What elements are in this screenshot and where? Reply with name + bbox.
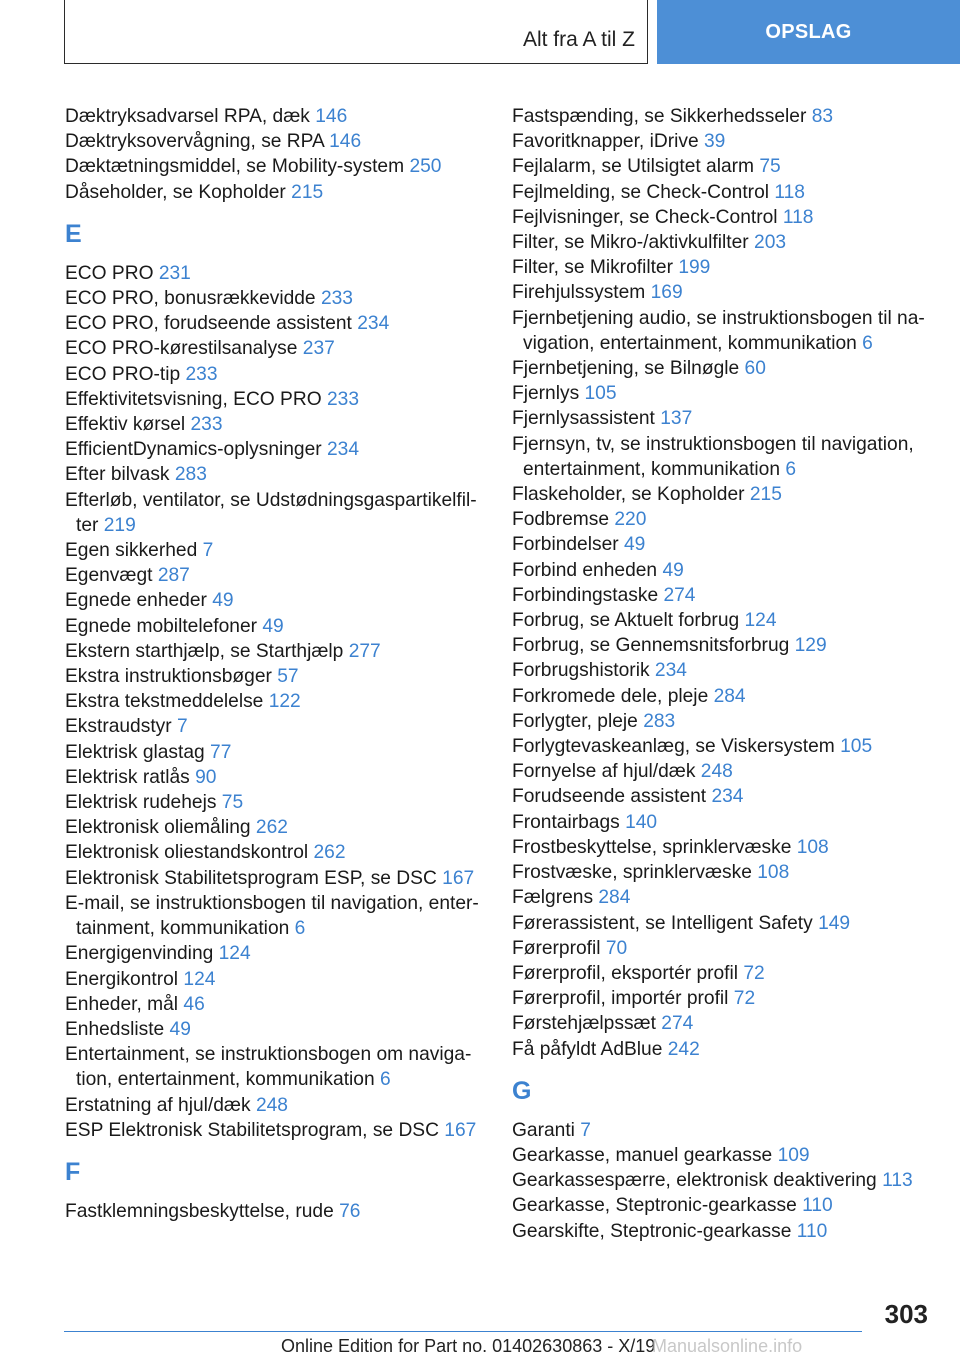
page-link[interactable]: 49 [262, 615, 284, 637]
entry-text: Effektiv kørsel [65, 414, 186, 436]
page-link[interactable]: 49 [212, 590, 234, 612]
entry-text: Dæktætningsmiddel, se Mobility-system [65, 156, 405, 178]
entry-text: Filter, se Mikro-/aktivkulfilter [512, 232, 749, 254]
entry-text: Førerprofil, importér profil [512, 988, 729, 1010]
entry-text: entertainment, kommunikation [523, 458, 781, 480]
index-entry [512, 658, 932, 683]
page-link[interactable]: 7 [176, 716, 188, 738]
page-link[interactable]: 237 [302, 338, 335, 360]
index-entry [512, 381, 932, 406]
page-link[interactable]: 110 [796, 1220, 828, 1242]
entry-text: Elektronisk oliestandskontrol [65, 842, 309, 864]
page-link[interactable]: 72 [743, 962, 765, 984]
index-entry [512, 180, 932, 205]
page-link[interactable]: 284 [598, 887, 631, 909]
index-entry [512, 255, 932, 280]
entry-text: Fjernbetjening audio, se instruktionsbogen til na‐ [512, 307, 925, 329]
entry-text: Firehjulssystem [512, 282, 646, 304]
entry-text: Efter bilvask [65, 464, 170, 486]
page-link[interactable]: 49 [662, 559, 684, 581]
page-link[interactable]: 90 [195, 766, 217, 788]
page-link[interactable]: 283 [643, 710, 676, 732]
index-entry [65, 588, 479, 613]
entry-text: Forlygter, pleje [512, 710, 638, 732]
header-title-box [64, 0, 648, 64]
page-link[interactable]: 70 [605, 937, 628, 959]
page-link[interactable]: 6 [785, 458, 797, 480]
entry-text: Fælgrens [512, 887, 594, 909]
index-entry [512, 784, 932, 809]
entry-text: Garanti [512, 1119, 575, 1141]
entry-text: Favoritknapper, iDrive [512, 131, 699, 153]
index-entry [512, 432, 932, 482]
index-entry [512, 129, 932, 154]
page-link[interactable]: 215 [749, 484, 782, 506]
footer-watermark: Manualsonline.info [652, 1336, 803, 1356]
index-column-left [65, 104, 479, 1224]
index-entry [512, 684, 932, 709]
entry-text: Gearskifte, Steptronic-gearkasse [512, 1220, 792, 1242]
page-link[interactable]: 77 [210, 741, 232, 763]
page-link[interactable]: 124 [183, 968, 216, 990]
index-entry [512, 810, 932, 835]
page-link[interactable]: 250 [409, 156, 442, 178]
index-entry [512, 230, 932, 255]
index-entry [512, 306, 932, 356]
index-entry [512, 1037, 932, 1062]
entry-text: Fejlvisninger, se Check-Control [512, 206, 778, 228]
index-entry [512, 104, 932, 129]
page-link[interactable]: 220 [614, 509, 647, 531]
index-entry [65, 866, 479, 891]
index-entry [65, 790, 479, 815]
page-link[interactable]: 233 [185, 363, 218, 385]
entry-text: Førerassistent, se Intelligent Safety [512, 912, 813, 934]
index-entry [512, 1219, 932, 1244]
page-link[interactable]: 72 [733, 988, 756, 1010]
entry-text: Efterløb, ventilator, se Udstødningsgaspartikelfil‐ [65, 489, 477, 511]
entry-text: Elektronisk Stabilitetsprogram ESP, se DSC [65, 867, 437, 889]
entry-text: ECO PRO-tip [65, 363, 181, 385]
entry-text: Forbindingstaske [512, 584, 659, 606]
section-letter: E [65, 219, 82, 248]
entry-text: Forkromede dele, pleje [512, 685, 709, 707]
page-link[interactable]: 287 [157, 565, 190, 587]
page-link[interactable]: 248 [255, 1094, 288, 1116]
entry-text: Ekstern starthjælp, se Starthjælp [65, 640, 344, 662]
entry-text: Filter, se Mikrofilter [512, 257, 673, 279]
entry-text: Erstatning af hjul/dæk [65, 1094, 251, 1116]
page-link[interactable]: 124 [744, 610, 777, 632]
header-tab-opslag[interactable]: OPSLAG [657, 0, 960, 64]
footer-edition: Online Edition for Part no. 01402630863 - X/19 [281, 1336, 656, 1356]
entry-text: Forbrug, se Gennemsnitsforbrug [512, 635, 790, 657]
page-link[interactable]: 219 [103, 514, 136, 536]
footer-divider [64, 1331, 862, 1332]
page-link[interactable]: 108 [757, 862, 790, 884]
page-link[interactable]: 6 [379, 1069, 391, 1091]
page-link[interactable]: 215 [291, 181, 324, 203]
page-link[interactable]: 233 [320, 288, 353, 310]
entry-text: Fastklemningsbeskyttelse, rude [65, 1200, 334, 1222]
entry-text: tainment, kommunikation [76, 918, 290, 940]
index-entry [512, 558, 932, 583]
entry-text: Få påfyldt AdBlue [512, 1038, 663, 1060]
page-link[interactable]: 109 [777, 1144, 810, 1166]
index-entry [65, 538, 479, 563]
entry-text: Energikontrol [65, 968, 179, 990]
page-link[interactable]: 234 [654, 660, 687, 682]
page-link[interactable]: 167 [444, 1119, 477, 1141]
index-entry [512, 734, 932, 759]
index-entry [65, 261, 479, 286]
page-link[interactable]: 118 [774, 181, 805, 203]
entry-text: Egnede mobiltelefoner [65, 615, 258, 637]
entry-text: Egnede enheder [65, 590, 207, 612]
index-entry [512, 1011, 932, 1036]
index-entry [512, 608, 932, 633]
entry-text: Dæktryksadvarsel RPA, dæk [65, 106, 310, 127]
page-link[interactable]: 122 [268, 691, 301, 713]
index-entry [512, 583, 932, 608]
entry-text: Fornyelse af hjul/dæk [512, 761, 696, 783]
index-entry [65, 462, 479, 487]
index-entry [65, 740, 479, 765]
page-link[interactable]: 7 [202, 540, 214, 562]
index-entry [65, 689, 479, 714]
page-link[interactable]: 49 [169, 1018, 191, 1040]
entry-text: Entertainment, se instruktionsbogen om naviga‐ [65, 1044, 472, 1066]
page-link[interactable]: 167 [442, 867, 475, 889]
page-number: 303 [884, 1299, 928, 1329]
page-link[interactable]: 105 [840, 736, 873, 758]
page-link[interactable]: 149 [818, 912, 851, 934]
index-entry [512, 936, 932, 961]
index-entry [512, 835, 932, 860]
page-link[interactable]: 75 [221, 792, 244, 814]
page-link[interactable]: 242 [667, 1038, 700, 1060]
page-link[interactable]: 57 [277, 666, 299, 688]
index-entry [512, 532, 932, 557]
index-entry [65, 941, 479, 966]
entry-text: Ekstraudstyr [65, 716, 172, 738]
page-link[interactable]: 118 [782, 206, 814, 228]
entry-text: Gearkassespærre, elektronisk deaktivering [512, 1170, 877, 1192]
index-entry [65, 129, 479, 154]
index-entry [65, 387, 479, 412]
page-link[interactable]: 83 [811, 106, 834, 127]
page-link[interactable]: 129 [794, 635, 827, 657]
index-entry [512, 709, 932, 734]
index-column-right [512, 104, 932, 1244]
page-link[interactable]: 108 [796, 836, 829, 858]
page-link[interactable]: 283 [174, 464, 207, 486]
index-entry [65, 154, 479, 179]
entry-text: ECO PRO-kørestilsanalyse [65, 338, 298, 360]
index-entry [65, 286, 479, 311]
page-link[interactable]: 124 [218, 943, 251, 965]
page-link[interactable]: 39 [703, 131, 726, 153]
index-entry [512, 154, 932, 179]
entry-text: E-mail, se instruktionsbogen til navigation, enter‐ [65, 892, 479, 914]
entry-text: Forlygtevaskeanlæg, se Viskersystem [512, 736, 835, 758]
page-link[interactable]: 274 [663, 584, 696, 606]
section-letter: F [65, 1157, 81, 1186]
entry-text: Frostbeskyttelse, sprinklervæske [512, 836, 792, 858]
entry-text: Ekstra tekstmeddelelse [65, 691, 264, 713]
page-link[interactable]: 274 [661, 1013, 694, 1035]
page-link[interactable]: 146 [329, 131, 362, 153]
page-link[interactable]: 248 [700, 761, 733, 783]
index-entry [512, 1168, 932, 1193]
index-entry [512, 633, 932, 658]
entry-text: Flaskeholder, se Kopholder [512, 484, 745, 506]
entry-text: Elektronisk oliemåling [65, 817, 251, 839]
entry-text: Elektrisk ratlås [65, 766, 190, 788]
page-link[interactable]: 277 [348, 640, 381, 662]
index-entry [65, 437, 479, 462]
page-link[interactable]: 262 [313, 842, 346, 864]
entry-text: Forudseende assistent [512, 786, 707, 808]
page-link[interactable]: 6 [862, 332, 873, 354]
page-link[interactable]: 203 [754, 232, 787, 254]
page-link[interactable]: 234 [327, 439, 360, 461]
index-entry [65, 815, 479, 840]
entry-text: Forbind enheden [512, 559, 658, 581]
entry-text: ter [76, 514, 99, 536]
index-entry [512, 356, 932, 381]
page-link[interactable]: 137 [660, 408, 693, 430]
index-entry [512, 1143, 932, 1168]
index-entry [65, 311, 479, 336]
entry-text: Forbrug, se Aktuelt forbrug [512, 610, 740, 632]
index-entry [512, 885, 932, 910]
page-link[interactable]: 110 [802, 1195, 833, 1217]
entry-text: Fodbremse [512, 509, 610, 531]
page-link[interactable]: 6 [294, 918, 306, 940]
entry-text: Førstehjælpssæt [512, 1013, 656, 1035]
index-entry [512, 911, 932, 936]
entry-text: Gearkasse, Steptronic-gearkasse [512, 1195, 797, 1217]
index-entry [65, 1093, 479, 1118]
entry-text: Gearkasse, manuel gearkasse [512, 1144, 773, 1166]
entry-text: Frostvæske, sprinklervæske [512, 862, 752, 884]
page-link[interactable]: 60 [744, 358, 766, 380]
index-entry [512, 759, 932, 784]
entry-text: Frontairbags [512, 811, 620, 833]
page-link[interactable]: 169 [650, 282, 683, 304]
entry-text: Førerprofil [512, 937, 601, 959]
page-link[interactable]: 75 [759, 156, 781, 178]
entry-text: Fejlmelding, se Check-Control [512, 181, 769, 203]
page-link[interactable]: 233 [326, 388, 359, 410]
entry-text: Forbrugshistorik [512, 660, 650, 682]
page-link[interactable]: 284 [713, 685, 746, 707]
page-link[interactable]: 146 [315, 106, 348, 127]
index-entry [65, 614, 479, 639]
entry-text: Fjernbetjening, se Bilnøgle [512, 358, 740, 380]
entry-text: Fejlalarm, se Utilsigtet alarm [512, 156, 755, 178]
index-entry [65, 664, 479, 689]
page-link[interactable]: 46 [183, 993, 205, 1015]
entry-text: Dåseholder, se Kopholder [65, 181, 286, 203]
index-entry [65, 967, 479, 992]
index-entry [512, 1193, 932, 1218]
index-entry [65, 1017, 479, 1042]
entry-text: ECO PRO [65, 262, 154, 284]
index-entry [65, 563, 479, 588]
index-entry [65, 840, 479, 865]
entry-text: ECO PRO, bonusrækkevidde [65, 288, 316, 310]
page-link[interactable]: 49 [624, 534, 646, 556]
index-entry [65, 765, 479, 790]
page-link[interactable]: 233 [190, 414, 223, 436]
index-entry [512, 482, 932, 507]
entry-text: Fjernlys [512, 383, 580, 405]
entry-text: Dæktryksovervågning, se RPA [65, 131, 324, 153]
entry-text: Elektrisk rudehejs [65, 792, 217, 814]
entry-text: Fastspænding, se Sikkerhedsseler [512, 106, 807, 127]
header-title: Alt fra A til Z [522, 28, 635, 51]
entry-text: Ekstra instruktionsbøger [65, 666, 272, 688]
entry-text: Enhedsliste [65, 1018, 165, 1040]
index-entry [65, 1199, 479, 1224]
entry-text: Fjernsyn, tv, se instruktionsbogen til navigation, [512, 433, 914, 455]
index-entry [512, 507, 932, 532]
entry-text: Egenvægt [65, 565, 153, 587]
entry-text: Elektrisk glastag [65, 741, 205, 763]
index-entry [512, 205, 932, 230]
entry-text: Enheder, mål [65, 993, 179, 1015]
page-link[interactable]: 234 [357, 313, 390, 335]
index-entry [65, 714, 479, 739]
entry-text: Energigenvinding [65, 943, 214, 965]
index-entry [512, 280, 932, 305]
index-entry [512, 986, 932, 1011]
index-entry [65, 488, 479, 538]
entry-text: EfficientDynamics-oplysninger [65, 439, 322, 461]
index-entry [65, 992, 479, 1017]
index-entry [65, 336, 479, 361]
index-entry [65, 362, 479, 387]
index-entry [65, 1118, 479, 1143]
index-entry [512, 406, 932, 431]
section-letter: G [512, 1076, 532, 1105]
entry-text: ESP Elektronisk Stabilitetsprogram, se DSC [65, 1119, 439, 1141]
page-link[interactable]: 199 [678, 257, 711, 279]
entry-text: Fjernlysassistent [512, 408, 655, 430]
entry-text: Egen sikkerhed [65, 540, 198, 562]
entry-text: tion, entertainment, kommunikation [76, 1069, 375, 1091]
page-link[interactable]: 7 [580, 1119, 591, 1141]
index-entry [65, 180, 479, 205]
index-entry [512, 961, 932, 986]
page-link[interactable]: 262 [255, 817, 288, 839]
page-link[interactable]: 231 [158, 262, 191, 284]
page-link[interactable]: 113 [882, 1170, 913, 1192]
entry-text: Førerprofil, eksportér profil [512, 962, 739, 984]
entry-text: Effektivitetsvisning, ECO PRO [65, 388, 322, 410]
index-entry [65, 1042, 479, 1092]
entry-text: ECO PRO, forudseende assistent [65, 313, 352, 335]
page-link[interactable]: 105 [584, 383, 617, 405]
index-entry [512, 860, 932, 885]
index-entry [512, 1118, 932, 1143]
page-link[interactable]: 76 [339, 1200, 361, 1222]
entry-text: Forbindelser [512, 534, 619, 556]
page-link[interactable]: 140 [625, 811, 658, 833]
index-entry [65, 639, 479, 664]
index-entry [65, 412, 479, 437]
entry-text: vigation, entertainment, kommunikation [523, 332, 857, 354]
page-link[interactable]: 234 [711, 786, 744, 808]
index-entry [65, 104, 479, 129]
index-entry [65, 891, 479, 941]
